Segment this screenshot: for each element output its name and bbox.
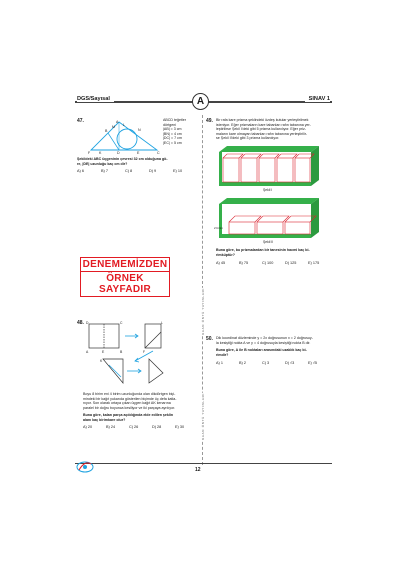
- q48-text-line: Boyu 8 birim eni 4 birim uzunluğunda olan dikdörtgen biçi-: [83, 392, 176, 396]
- q49-figure-2: [215, 196, 323, 242]
- q48-text: [83, 392, 201, 410]
- q47-option-a[interactable]: A) 6: [77, 169, 84, 173]
- q47-label-d: D: [117, 151, 120, 155]
- q48-text-line: mindeki bir kağıt yukarıda gösterilen biçimde üç defa katla-: [83, 396, 177, 401]
- q49-figure-1: [215, 144, 323, 192]
- q47-given-line: ABCD teğetler: [163, 118, 186, 122]
- q47-given-line: |BN| = 4 cm: [163, 131, 182, 136]
- q48-label-f: F: [143, 350, 146, 354]
- q47-label-c: C: [157, 151, 160, 155]
- q47-incircle: [117, 129, 137, 149]
- shelf-2-top: [219, 198, 319, 204]
- q49-figure-2-label: Şekil II: [263, 240, 274, 244]
- shelf-2-boxes: [229, 216, 316, 234]
- q47-label-m: M: [112, 125, 115, 129]
- exam-number: SINAV 1: [305, 96, 330, 102]
- q47-options: [77, 169, 199, 173]
- shelf-1-top: [219, 146, 319, 152]
- q47-option-b[interactable]: B) 7: [101, 169, 108, 173]
- q50-option-c[interactable]: C) 3: [262, 361, 270, 365]
- q47-option-d[interactable]: D) 9: [149, 169, 157, 173]
- q47-label-b: B: [105, 129, 108, 133]
- q47-given-line: dörtgeni: [163, 122, 176, 127]
- footer-rule: [75, 463, 332, 464]
- q47-question: [77, 157, 200, 166]
- q48-question-line: Buna göre, kalan parça açıldığında elde edilen şeklin: [83, 413, 174, 417]
- q47-option-c[interactable]: C) 8: [125, 169, 133, 173]
- q49-text-line: Bir rafa kare prizma şeklindeki özdeş kutular yerleştirilmek: [216, 118, 309, 122]
- q47-label-f: F: [88, 151, 91, 155]
- q48-step2-rect: [145, 324, 161, 348]
- q48-label-l: L: [161, 321, 163, 325]
- q49-question-line: Buna göre, bu prizmalardan bir tanesinin hacmi kaç bi-: [216, 248, 310, 252]
- q49-text-line: maların kare olmayan tabanları rafın tabanına yerleştirilir-: [216, 131, 308, 136]
- q47-label-l: L: [123, 123, 125, 127]
- q47-figure: [83, 120, 159, 154]
- shelf-1-side: [311, 146, 319, 186]
- q49-option-e[interactable]: E) 175: [308, 261, 320, 265]
- q48-figure: [83, 321, 199, 389]
- q48-step3-triangle: [103, 359, 123, 383]
- publisher-logo-icon: [76, 458, 94, 476]
- q47-label-a: A: [116, 120, 119, 124]
- exam-subject: DGS/Sayısal: [77, 96, 114, 102]
- stamp-line-2: ÖRNEK SAYFADIR: [80, 271, 170, 297]
- publisher-side-label-2: KAAN ÖNTÜ YAYINLARI: [200, 393, 205, 440]
- q47-option-e[interactable]: E) 10: [173, 169, 183, 173]
- q50-option-e[interactable]: E) √5: [308, 361, 318, 365]
- q48-question-line: alanı kaç birimkare olur?: [83, 417, 126, 422]
- stamp-line-1: DENEMEMİZDEN: [80, 257, 170, 271]
- q47-question-line: Şekildeki ABC üçgeninin çevresi 32 cm olduğuna gö-: [77, 157, 168, 161]
- q50-option-d[interactable]: D) √3: [285, 361, 295, 365]
- q48-question: [83, 413, 201, 422]
- page-header: [75, 93, 332, 109]
- q49-dimension-label: 2 birim: [214, 226, 224, 230]
- q48-text-line: paralel bir doğru boyunca kesiliyor ve iki parçaya ayrılıyor.: [83, 405, 176, 410]
- q49-number: 49.: [206, 118, 213, 124]
- q49-text: [216, 118, 331, 141]
- q49-figure-1-label: Şekil I: [263, 188, 273, 192]
- q48-label-c: C: [120, 321, 123, 325]
- q48-number: 48.: [77, 320, 84, 326]
- shelf-1-boxes: [223, 154, 314, 182]
- q47-label-e: E: [137, 151, 140, 155]
- q48-label-d: D: [86, 321, 89, 325]
- q48-option-d[interactable]: D) 28: [152, 425, 162, 429]
- q47-label-k: K: [99, 151, 102, 155]
- q49-question: [216, 248, 331, 257]
- q50-text-line: Dik koordinat düzleminde y = 2x doğrusunun x = 2 doğrusuy-: [216, 336, 313, 340]
- q48-option-c[interactable]: C) 26: [129, 425, 139, 429]
- q48-step4-triangle: [149, 359, 163, 383]
- publisher-side-label: KAAN ÖNTÜ YAYINLARI: [200, 288, 205, 335]
- shelf-1-left-wall: [219, 152, 222, 186]
- sample-page-stamp: [80, 257, 170, 297]
- q48-label-k: K: [100, 359, 103, 363]
- q47-given-line: |EC| = 5 cm: [163, 140, 182, 145]
- page-number: 12: [195, 467, 201, 473]
- q48-cut-line: [109, 365, 121, 377]
- q49-option-b[interactable]: B) 75: [239, 261, 249, 265]
- q47-given-line: |DC| = 7 cm: [163, 136, 182, 141]
- q49-text-line: leştirilirse Şekil I'deki gibi 5 prizma kullanılıyor. Eğer priz-: [216, 127, 306, 132]
- q48-fold-line-2: [145, 332, 161, 348]
- q50-options: [216, 361, 331, 365]
- q50-question-line: Buna göre, A ile B noktaları arasındaki uzaklık kaç bi-: [216, 348, 307, 352]
- q47-given: [163, 118, 201, 146]
- q48-option-a[interactable]: A) 20: [83, 425, 93, 429]
- q48-label-b: B: [120, 350, 123, 354]
- q49-option-d[interactable]: D) 125: [285, 261, 297, 265]
- q49-text-line: isteniyor. Eğer prizmaların kare tabanları rafın tabanına yer-: [216, 122, 311, 127]
- q50-option-b[interactable]: B) 2: [239, 361, 246, 365]
- q47-question-line: re, |DE| uzunluğu kaç cm dir?: [77, 161, 128, 166]
- q50-option-a[interactable]: A) 1: [216, 361, 223, 365]
- q48-option-b[interactable]: B) 24: [106, 425, 116, 429]
- shelf-2-bottom: [219, 234, 311, 238]
- q50-text: [216, 336, 331, 345]
- q50-question-line: rimdir?: [216, 352, 229, 357]
- q48-text-line: nıyor. Son olarak ortaya çıkan üçgen kağıt AK kenarına: [83, 401, 171, 406]
- q50-number: 50.: [206, 336, 213, 342]
- q48-label-e: E: [102, 350, 105, 354]
- q49-option-c[interactable]: C) 100: [262, 261, 274, 265]
- q50-question: [216, 348, 331, 357]
- q48-label-a: A: [86, 350, 89, 354]
- q47-number: 47.: [77, 118, 84, 124]
- exam-page: [75, 93, 332, 480]
- q49-options: [216, 261, 331, 265]
- q49-option-a[interactable]: A) 45: [216, 261, 226, 265]
- shelf-2-left-wall: [219, 204, 222, 238]
- booklet-type-badge: A: [192, 93, 209, 110]
- q47-given-line: |AB| = 3 cm: [163, 127, 182, 132]
- q50-text-line: la kesiştiği nokta A ve y = 4 doğrusuyla kesiştiği nokta B dir.: [216, 340, 311, 345]
- q47-label-n: N: [138, 128, 141, 132]
- shelf-2-side: [311, 198, 319, 238]
- q48-option-e[interactable]: E) 30: [175, 425, 185, 429]
- q49-text-line: se Şekil II'deki gibi 3 prizma kullanılıyor.: [216, 136, 280, 141]
- q49-question-line: rimküptür?: [216, 252, 235, 257]
- q48-options: [83, 425, 201, 429]
- shelf-1-bottom: [219, 182, 311, 186]
